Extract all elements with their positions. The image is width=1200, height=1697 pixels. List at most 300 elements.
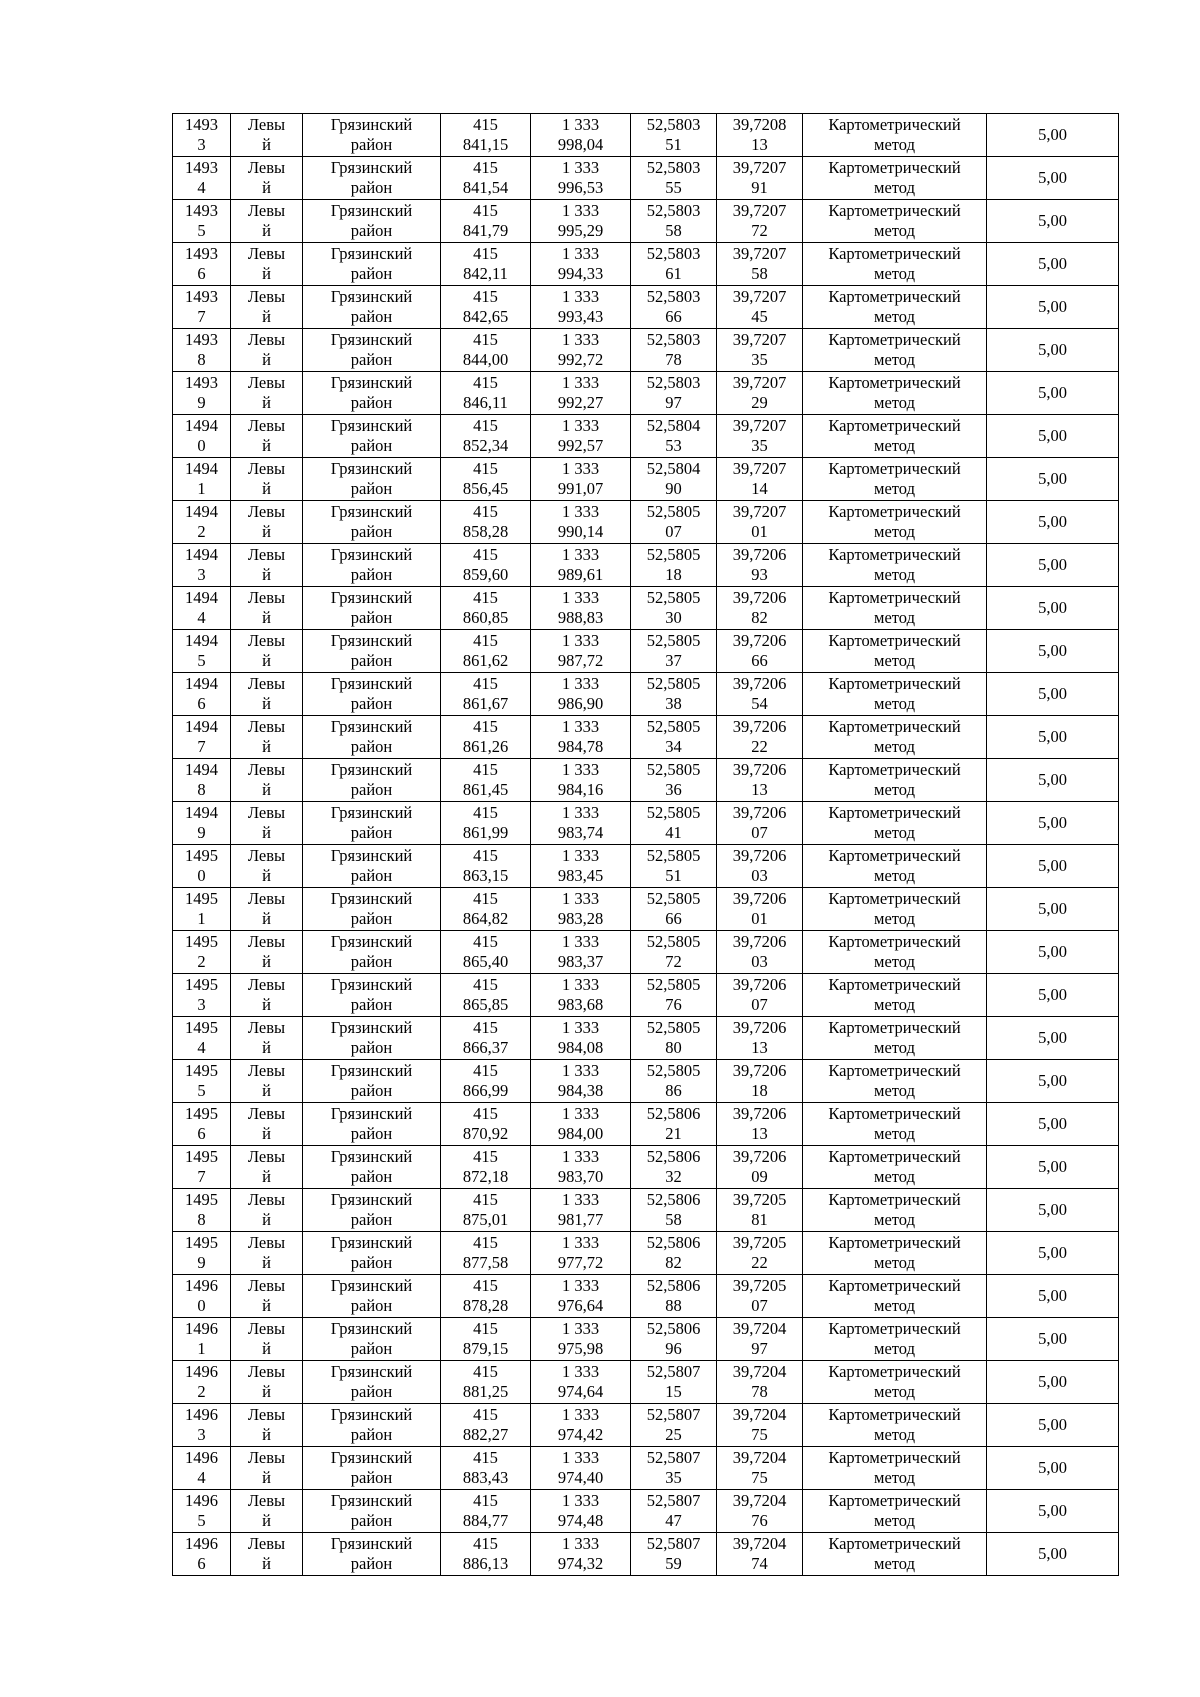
point-number-line-2: 5 [197, 651, 206, 670]
latitude-line-2: 78 [665, 350, 682, 369]
side-cell [231, 1189, 303, 1232]
side-line-1: Левы [247, 1319, 286, 1338]
method-line-2: метод [874, 479, 915, 498]
error-cell [987, 544, 1119, 587]
y-coordinate-cell [531, 1404, 631, 1447]
y-coordinate-line-1: 1 333 [561, 330, 600, 349]
x-coordinate-line-2: 875,01 [462, 1210, 509, 1229]
district-line-2: район [350, 1554, 393, 1573]
error-cell [987, 802, 1119, 845]
district-line-1: Грязинский [330, 502, 413, 521]
method-line-1: Картометрический [828, 1319, 961, 1338]
point-number-line-2: 4 [197, 178, 206, 197]
district-cell [303, 286, 441, 329]
district-cell [303, 1189, 441, 1232]
y-coordinate-line-2: 986,90 [557, 694, 604, 713]
district-line-1: Грязинский [330, 459, 413, 478]
side-line-2: й [262, 1425, 271, 1444]
latitude-line-2: 35 [665, 1468, 682, 1487]
district-cell [303, 157, 441, 200]
x-coordinate-line-1: 415 [473, 502, 498, 521]
method-line-2: метод [874, 221, 915, 240]
longitude-line-2: 35 [751, 436, 768, 455]
y-coordinate-line-2: 991,07 [557, 479, 604, 498]
error-cell [987, 329, 1119, 372]
district-line-1: Грязинский [330, 1405, 413, 1424]
x-coordinate-cell [441, 974, 531, 1017]
side-line-2: й [262, 1167, 271, 1186]
latitude-line-1: 52,5805 [646, 760, 701, 779]
point-number-line-2: 6 [197, 1124, 206, 1143]
table-row [173, 286, 1119, 329]
side-line-1: Левы [247, 1448, 286, 1467]
method-line-2: метод [874, 1038, 915, 1057]
district-line-1: Грязинский [330, 674, 413, 693]
point-number-line-1: 1494 [185, 631, 218, 650]
error-cell [987, 1533, 1119, 1576]
x-coordinate-line-1: 415 [473, 760, 498, 779]
longitude-line-1: 39,7207 [732, 373, 787, 392]
x-coordinate-line-2: 882,27 [462, 1425, 509, 1444]
point-number-line-1: 1494 [185, 502, 218, 521]
error-cell [987, 114, 1119, 157]
side-cell [231, 200, 303, 243]
latitude-line-2: 72 [665, 952, 682, 971]
point-number-line-1: 1493 [185, 287, 218, 306]
table-row [173, 157, 1119, 200]
error-cell [987, 587, 1119, 630]
x-coordinate-line-2: 846,11 [463, 393, 508, 412]
table-row [173, 458, 1119, 501]
longitude-line-1: 39,7206 [732, 889, 787, 908]
x-coordinate-cell [441, 759, 531, 802]
longitude-cell [717, 200, 803, 243]
latitude-line-1: 52,5805 [646, 717, 701, 736]
method-cell [803, 157, 987, 200]
district-line-2: район [350, 436, 393, 455]
y-coordinate-cell [531, 1060, 631, 1103]
point-number-line-2: 7 [197, 737, 206, 756]
side-cell [231, 1060, 303, 1103]
district-cell [303, 1275, 441, 1318]
district-cell [303, 1361, 441, 1404]
y-coordinate-line-1: 1 333 [561, 1147, 600, 1166]
latitude-line-1: 52,5807 [646, 1491, 701, 1510]
longitude-line-1: 39,7207 [732, 287, 787, 306]
longitude-line-1: 39,7207 [732, 330, 787, 349]
longitude-cell [717, 888, 803, 931]
y-coordinate-line-1: 1 333 [561, 502, 600, 521]
latitude-cell [631, 1275, 717, 1318]
district-line-2: район [350, 737, 393, 756]
error-value: 5,00 [1038, 1501, 1067, 1520]
longitude-line-2: 22 [751, 1253, 768, 1272]
error-value: 5,00 [1038, 125, 1067, 144]
x-coordinate-line-2: 852,34 [462, 436, 509, 455]
method-line-2: метод [874, 608, 915, 627]
method-line-1: Картометрический [828, 932, 961, 951]
y-coordinate-line-1: 1 333 [561, 373, 600, 392]
point-number-cell [173, 501, 231, 544]
method-line-1: Картометрический [828, 1405, 961, 1424]
longitude-line-2: 03 [751, 866, 768, 885]
method-cell [803, 1318, 987, 1361]
x-coordinate-line-1: 415 [473, 1448, 498, 1467]
district-line-2: район [350, 264, 393, 283]
side-line-2: й [262, 1253, 271, 1272]
district-line-1: Грязинский [330, 158, 413, 177]
method-line-2: метод [874, 436, 915, 455]
latitude-line-2: 76 [665, 995, 682, 1014]
latitude-cell [631, 587, 717, 630]
side-cell [231, 587, 303, 630]
district-line-2: район [350, 694, 393, 713]
y-coordinate-line-1: 1 333 [561, 1104, 600, 1123]
method-cell [803, 458, 987, 501]
latitude-cell [631, 1533, 717, 1576]
latitude-cell [631, 888, 717, 931]
x-coordinate-cell [441, 1318, 531, 1361]
longitude-cell [717, 716, 803, 759]
point-number-line-2: 4 [197, 1468, 206, 1487]
district-cell [303, 587, 441, 630]
latitude-line-1: 52,5807 [646, 1362, 701, 1381]
district-line-1: Грязинский [330, 1362, 413, 1381]
y-coordinate-cell [531, 157, 631, 200]
latitude-line-2: 36 [665, 780, 682, 799]
error-value: 5,00 [1038, 727, 1067, 746]
point-number-line-2: 6 [197, 264, 206, 283]
side-cell [231, 759, 303, 802]
latitude-line-1: 52,5804 [646, 459, 701, 478]
district-line-1: Грязинский [330, 1448, 413, 1467]
latitude-line-2: 58 [665, 221, 682, 240]
point-number-line-2: 9 [197, 393, 206, 412]
error-value: 5,00 [1038, 1200, 1067, 1219]
method-line-1: Картометрический [828, 889, 961, 908]
method-cell [803, 716, 987, 759]
district-line-2: район [350, 350, 393, 369]
point-number-cell [173, 630, 231, 673]
longitude-cell [717, 630, 803, 673]
latitude-cell [631, 157, 717, 200]
table-row [173, 243, 1119, 286]
y-coordinate-line-1: 1 333 [561, 631, 600, 650]
latitude-cell [631, 802, 717, 845]
x-coordinate-line-1: 415 [473, 846, 498, 865]
latitude-line-2: 37 [665, 651, 682, 670]
method-cell [803, 802, 987, 845]
method-line-2: метод [874, 522, 915, 541]
district-line-2: район [350, 866, 393, 885]
method-line-1: Картометрический [828, 803, 961, 822]
method-line-2: метод [874, 1253, 915, 1272]
point-number-line-1: 1494 [185, 760, 218, 779]
district-line-2: район [350, 565, 393, 584]
error-value: 5,00 [1038, 1329, 1067, 1348]
side-line-1: Левы [247, 1233, 286, 1252]
method-cell [803, 1361, 987, 1404]
x-coordinate-line-1: 415 [473, 1534, 498, 1553]
table-row [173, 1318, 1119, 1361]
longitude-cell [717, 1232, 803, 1275]
y-coordinate-cell [531, 544, 631, 587]
longitude-line-1: 39,7206 [732, 932, 787, 951]
x-coordinate-line-2: 877,58 [462, 1253, 509, 1272]
table-row [173, 716, 1119, 759]
x-coordinate-cell [441, 1232, 531, 1275]
method-cell [803, 372, 987, 415]
district-cell [303, 888, 441, 931]
error-cell [987, 200, 1119, 243]
error-value: 5,00 [1038, 641, 1067, 660]
method-line-2: метод [874, 393, 915, 412]
side-cell [231, 673, 303, 716]
method-cell [803, 1232, 987, 1275]
latitude-line-2: 66 [665, 909, 682, 928]
x-coordinate-line-1: 415 [473, 158, 498, 177]
district-line-2: район [350, 1425, 393, 1444]
error-value: 5,00 [1038, 770, 1067, 789]
error-value: 5,00 [1038, 899, 1067, 918]
latitude-cell [631, 1490, 717, 1533]
y-coordinate-line-1: 1 333 [561, 1362, 600, 1381]
x-coordinate-line-2: 841,79 [462, 221, 509, 240]
side-cell [231, 1404, 303, 1447]
x-coordinate-cell [441, 1404, 531, 1447]
longitude-line-1: 39,7204 [732, 1491, 787, 1510]
latitude-cell [631, 974, 717, 1017]
side-cell [231, 1017, 303, 1060]
y-coordinate-line-1: 1 333 [561, 1018, 600, 1037]
method-line-1: Картометрический [828, 330, 961, 349]
longitude-cell [717, 802, 803, 845]
method-line-2: метод [874, 307, 915, 326]
district-cell [303, 200, 441, 243]
latitude-cell [631, 1447, 717, 1490]
longitude-line-2: 81 [751, 1210, 768, 1229]
y-coordinate-cell [531, 501, 631, 544]
method-cell [803, 931, 987, 974]
point-number-cell [173, 1275, 231, 1318]
district-cell [303, 501, 441, 544]
point-number-line-1: 1496 [185, 1405, 218, 1424]
x-coordinate-line-2: 856,45 [462, 479, 509, 498]
error-cell [987, 630, 1119, 673]
method-line-1: Картометрический [828, 975, 961, 994]
side-cell [231, 458, 303, 501]
y-coordinate-cell [531, 888, 631, 931]
point-number-line-1: 1493 [185, 330, 218, 349]
longitude-cell [717, 1447, 803, 1490]
x-coordinate-line-2: 863,15 [462, 866, 509, 885]
y-coordinate-cell [531, 974, 631, 1017]
longitude-line-2: 07 [751, 823, 768, 842]
point-number-cell [173, 1318, 231, 1361]
table-row [173, 200, 1119, 243]
y-coordinate-line-2: 994,33 [557, 264, 604, 283]
table-row [173, 1361, 1119, 1404]
x-coordinate-cell [441, 845, 531, 888]
side-cell [231, 544, 303, 587]
x-coordinate-line-1: 415 [473, 1276, 498, 1295]
district-line-2: район [350, 522, 393, 541]
error-cell [987, 716, 1119, 759]
latitude-line-2: 32 [665, 1167, 682, 1186]
point-number-line-1: 1495 [185, 1190, 218, 1209]
district-line-1: Грязинский [330, 631, 413, 650]
district-line-1: Грязинский [330, 244, 413, 263]
side-cell [231, 845, 303, 888]
point-number-line-1: 1493 [185, 244, 218, 263]
district-line-1: Грязинский [330, 760, 413, 779]
error-cell [987, 157, 1119, 200]
side-cell [231, 501, 303, 544]
point-number-line-1: 1494 [185, 416, 218, 435]
y-coordinate-line-1: 1 333 [561, 846, 600, 865]
longitude-cell [717, 845, 803, 888]
longitude-line-1: 39,7206 [732, 545, 787, 564]
latitude-line-1: 52,5806 [646, 1104, 701, 1123]
x-coordinate-cell [441, 716, 531, 759]
error-cell [987, 1189, 1119, 1232]
method-line-1: Картометрический [828, 1104, 961, 1123]
method-cell [803, 759, 987, 802]
district-line-1: Грязинский [330, 1491, 413, 1510]
point-number-line-2: 3 [197, 135, 206, 154]
longitude-line-2: 78 [751, 1382, 768, 1401]
point-number-line-1: 1495 [185, 1061, 218, 1080]
x-coordinate-cell [441, 1275, 531, 1318]
side-line-2: й [262, 1038, 271, 1057]
district-cell [303, 1447, 441, 1490]
latitude-line-2: 18 [665, 565, 682, 584]
side-line-2: й [262, 1468, 271, 1487]
side-line-2: й [262, 522, 271, 541]
latitude-line-2: 53 [665, 436, 682, 455]
longitude-cell [717, 1146, 803, 1189]
method-line-2: метод [874, 1210, 915, 1229]
x-coordinate-cell [441, 372, 531, 415]
error-value: 5,00 [1038, 684, 1067, 703]
y-coordinate-line-1: 1 333 [561, 416, 600, 435]
longitude-cell [717, 974, 803, 1017]
table-row [173, 1275, 1119, 1318]
side-line-1: Левы [247, 760, 286, 779]
side-cell [231, 974, 303, 1017]
point-number-line-2: 4 [197, 1038, 206, 1057]
side-line-1: Левы [247, 1147, 286, 1166]
x-coordinate-line-1: 415 [473, 588, 498, 607]
district-cell [303, 845, 441, 888]
latitude-line-2: 55 [665, 178, 682, 197]
error-value: 5,00 [1038, 985, 1067, 1004]
coordinates-table [172, 113, 1119, 1576]
y-coordinate-line-2: 984,16 [557, 780, 604, 799]
x-coordinate-cell [441, 931, 531, 974]
district-line-1: Грязинский [330, 201, 413, 220]
latitude-line-1: 52,5805 [646, 932, 701, 951]
district-line-2: район [350, 1511, 393, 1530]
side-cell [231, 1232, 303, 1275]
y-coordinate-cell [531, 1361, 631, 1404]
longitude-line-2: 35 [751, 350, 768, 369]
error-value: 5,00 [1038, 1071, 1067, 1090]
point-number-cell [173, 1146, 231, 1189]
y-coordinate-line-2: 996,53 [557, 178, 604, 197]
method-line-2: метод [874, 350, 915, 369]
method-line-2: метод [874, 694, 915, 713]
y-coordinate-line-2: 983,68 [557, 995, 604, 1014]
error-cell [987, 243, 1119, 286]
district-line-2: район [350, 221, 393, 240]
longitude-line-2: 75 [751, 1468, 768, 1487]
table-row [173, 888, 1119, 931]
district-line-1: Грязинский [330, 1061, 413, 1080]
longitude-line-2: 93 [751, 565, 768, 584]
latitude-line-2: 25 [665, 1425, 682, 1444]
district-line-2: район [350, 608, 393, 627]
y-coordinate-cell [531, 243, 631, 286]
longitude-cell [717, 931, 803, 974]
side-cell [231, 931, 303, 974]
method-cell [803, 630, 987, 673]
side-line-2: й [262, 1339, 271, 1358]
method-cell [803, 501, 987, 544]
district-line-1: Грязинский [330, 1233, 413, 1252]
table-row [173, 802, 1119, 845]
method-line-1: Картометрический [828, 545, 961, 564]
error-cell [987, 974, 1119, 1017]
side-line-2: й [262, 135, 271, 154]
latitude-line-2: 90 [665, 479, 682, 498]
y-coordinate-line-2: 976,64 [557, 1296, 604, 1315]
error-cell [987, 1490, 1119, 1533]
method-line-1: Картометрический [828, 115, 961, 134]
x-coordinate-line-2: 886,13 [462, 1554, 509, 1573]
side-line-1: Левы [247, 373, 286, 392]
district-line-2: район [350, 1468, 393, 1487]
district-line-1: Грязинский [330, 545, 413, 564]
latitude-cell [631, 243, 717, 286]
x-coordinate-line-1: 415 [473, 545, 498, 564]
point-number-line-2: 3 [197, 1425, 206, 1444]
district-line-2: район [350, 479, 393, 498]
y-coordinate-line-1: 1 333 [561, 459, 600, 478]
x-coordinate-line-2: 879,15 [462, 1339, 509, 1358]
side-line-1: Левы [247, 1104, 286, 1123]
side-line-1: Левы [247, 846, 286, 865]
point-number-cell [173, 114, 231, 157]
side-line-2: й [262, 866, 271, 885]
method-cell [803, 1189, 987, 1232]
point-number-cell [173, 157, 231, 200]
x-coordinate-line-2: 859,60 [462, 565, 509, 584]
error-cell [987, 286, 1119, 329]
district-line-1: Грязинский [330, 975, 413, 994]
side-line-1: Левы [247, 1491, 286, 1510]
x-coordinate-line-1: 415 [473, 1147, 498, 1166]
longitude-line-2: 29 [751, 393, 768, 412]
x-coordinate-cell [441, 802, 531, 845]
latitude-line-1: 52,5805 [646, 674, 701, 693]
y-coordinate-cell [531, 630, 631, 673]
point-number-cell [173, 372, 231, 415]
district-line-1: Грязинский [330, 803, 413, 822]
error-value: 5,00 [1038, 555, 1067, 574]
latitude-line-1: 52,5806 [646, 1233, 701, 1252]
x-coordinate-cell [441, 544, 531, 587]
